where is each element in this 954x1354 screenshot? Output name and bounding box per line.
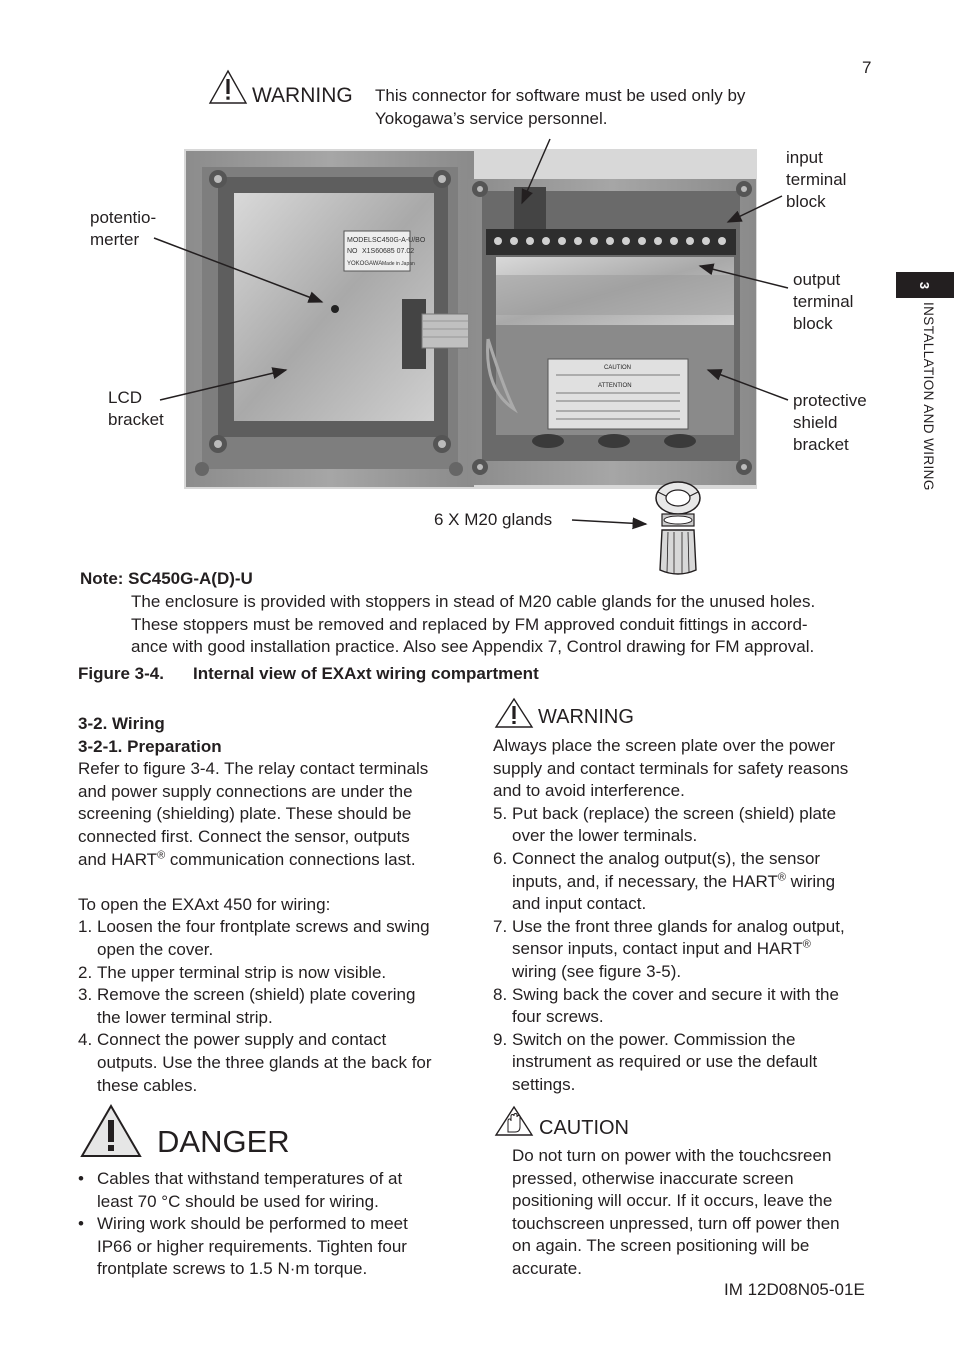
reg-mark: ®: [777, 870, 786, 883]
footer-doc-id: IM 12D08N05-01E: [724, 1280, 865, 1299]
reg-mark: ®: [802, 938, 811, 951]
callout-potentiometer-line2: merter: [90, 230, 140, 249]
photo-model-label: MODEL: [347, 237, 372, 244]
intro-line-3: screening (shielding) plate. These should be: [78, 804, 412, 824]
intro-line-4: connected first. Connect the sensor, outputs: [78, 826, 410, 846]
note-line-3: ance with good installation practice. Also see Appendix 7, Control drawing for FM approval.: [131, 637, 815, 656]
right-warning-line-1: Always place the screen plate over the power: [493, 736, 836, 755]
right-column: [493, 735, 883, 1097]
caution-line-6: accurate.: [512, 1258, 582, 1278]
list-item: 2. The upper terminal strip is now visible.: [78, 962, 387, 982]
list-item: 9. Switch on the power. Commission the instrument as required or use the default settings.: [493, 1029, 818, 1094]
figure-warning-text-1: This connector for software must be used only by: [375, 86, 746, 105]
photo-caution: CAUTION: [604, 365, 631, 371]
callout-input-line2: terminal: [786, 170, 847, 189]
caution-label: CAUTION: [539, 1117, 629, 1139]
callout-shield-line3: bracket: [793, 435, 849, 454]
danger-icon: [80, 1104, 142, 1163]
callout-output-terminal-block: [793, 269, 853, 335]
list-item: 5. Put back (replace) the screen (shield) plate over the lower terminals.: [493, 803, 837, 846]
page-number: 7: [862, 58, 872, 77]
caution-line-5: on again. The screen positioning will be: [512, 1236, 810, 1256]
figure-caption-number: Figure 3-4.: [78, 664, 164, 683]
right-warning-line-3: and to avoid interference.: [493, 781, 685, 801]
callout-input-terminal-block: [786, 147, 846, 213]
callout-shield-line1: protective: [793, 391, 867, 410]
intro-line-5: [78, 849, 468, 872]
callout-output-line3: block: [793, 314, 833, 333]
section-heading: 3-2. Wiring: [78, 714, 165, 733]
list-item: 6. Connect the analog output(s), the sensor inputs, and, if necessary, the HART® wiring and input contact.: [493, 848, 836, 914]
callout-lcd-bracket: [108, 387, 164, 431]
callout-potentiometer: [90, 207, 156, 251]
intro-line-2: and power supply connections are under the: [78, 781, 413, 801]
callout-lcd-line2: bracket: [108, 410, 164, 429]
note-line-1: The enclosure is provided with stoppers in stead of M20 cable glands for the unused holes.: [131, 592, 816, 611]
caution-line-4: touchscreen unpressed, turn off power then: [512, 1213, 840, 1233]
list-item: 1. Loosen the four frontplate screws and swing open the cover.: [78, 917, 430, 959]
intro-line-5b: communication connections last.: [165, 849, 416, 869]
photo-no-label: NO: [347, 248, 358, 255]
list-item: 8. Swing back the cover and secure it with the four screws.: [493, 984, 839, 1027]
warning-icon: [494, 697, 534, 729]
callout-lcd-line1: LCD: [108, 388, 143, 407]
callout-glands: 6 X M20 glands: [434, 510, 553, 529]
danger-label: DANGER: [157, 1124, 290, 1159]
photo-attention: ATTENTION: [598, 383, 632, 389]
list-item: 4. Connect the power supply and contact outputs. Use the three glands at the back for these cables.: [78, 1030, 432, 1095]
figure-caption-text: Internal view of EXAxt wiring compartment: [193, 664, 539, 683]
danger-bullets: [78, 1168, 470, 1281]
photo-made-in: Made in Japan: [382, 261, 415, 267]
figure-warning-label: WARNING: [252, 84, 353, 107]
right-warning-line-2: supply and contact terminals for safety reasons: [493, 758, 849, 778]
photo-brand: YOKOGAWA: [347, 261, 383, 267]
callout-shield-line2: shield: [793, 413, 838, 432]
open-intro: To open the EXAxt 450 for wiring:: [78, 894, 331, 914]
intro-line-1: Refer to figure 3-4. The relay contact terminals: [78, 759, 429, 779]
caution-line-1: Do not turn on power with the touchcsreen: [512, 1146, 832, 1165]
open-steps-list: [78, 916, 468, 1097]
callout-output-line1: output: [793, 270, 841, 289]
list-item: • Wiring work should be performed to meet IP66 or higher requirements. Tighten four frontplate screws to 1.5 N·m torque.: [78, 1214, 408, 1279]
left-column: [78, 713, 468, 1097]
chapter-number: 3: [917, 281, 933, 289]
note-title: Note: SC450G-A(D)-U: [80, 569, 253, 588]
right-warning-label: WARNING: [538, 706, 634, 728]
list-item: 3. Remove the screen (shield) plate covering the lower terminal strip.: [78, 985, 416, 1027]
callout-protective-shield-bracket: [793, 390, 867, 456]
callout-input-line3: block: [786, 192, 826, 211]
caution-line-3: positioning will occur. If it occurs, leave the: [512, 1191, 833, 1211]
list-item: 7. Use the front three glands for analog output, sensor inputs, contact input and HART® wiring (see figure 3-5).: [493, 916, 845, 981]
list-item: • Cables that withstand temperatures of at least 70 °C should be used for wiring.: [78, 1169, 403, 1211]
figure-warning-text-2: Yokogawa’s service personnel.: [375, 109, 608, 128]
chapter-label: INSTALLATION AND WIRING: [921, 302, 936, 491]
photo-no-value: X1S60685 07.02: [362, 248, 415, 255]
note-line-2: These stoppers must be removed and replaced by FM approved conduit fittings in accord-: [131, 615, 808, 634]
caution-line-2: pressed, otherwise inaccurate screen: [512, 1168, 794, 1188]
photo-model-value: SC450G-A-U/BO: [372, 237, 426, 244]
caution-hand-icon: [494, 1105, 534, 1137]
caution-text: [512, 1145, 882, 1281]
subsection-heading: 3-2-1. Preparation: [78, 736, 222, 756]
callout-potentiometer-line1: potentio-: [90, 208, 157, 227]
intro-line-5a: and HART: [78, 849, 158, 869]
close-steps-list: [493, 803, 883, 1097]
callout-input-line1: input: [786, 148, 823, 167]
callout-output-line2: terminal: [793, 292, 854, 311]
reg-mark: ®: [157, 848, 166, 861]
